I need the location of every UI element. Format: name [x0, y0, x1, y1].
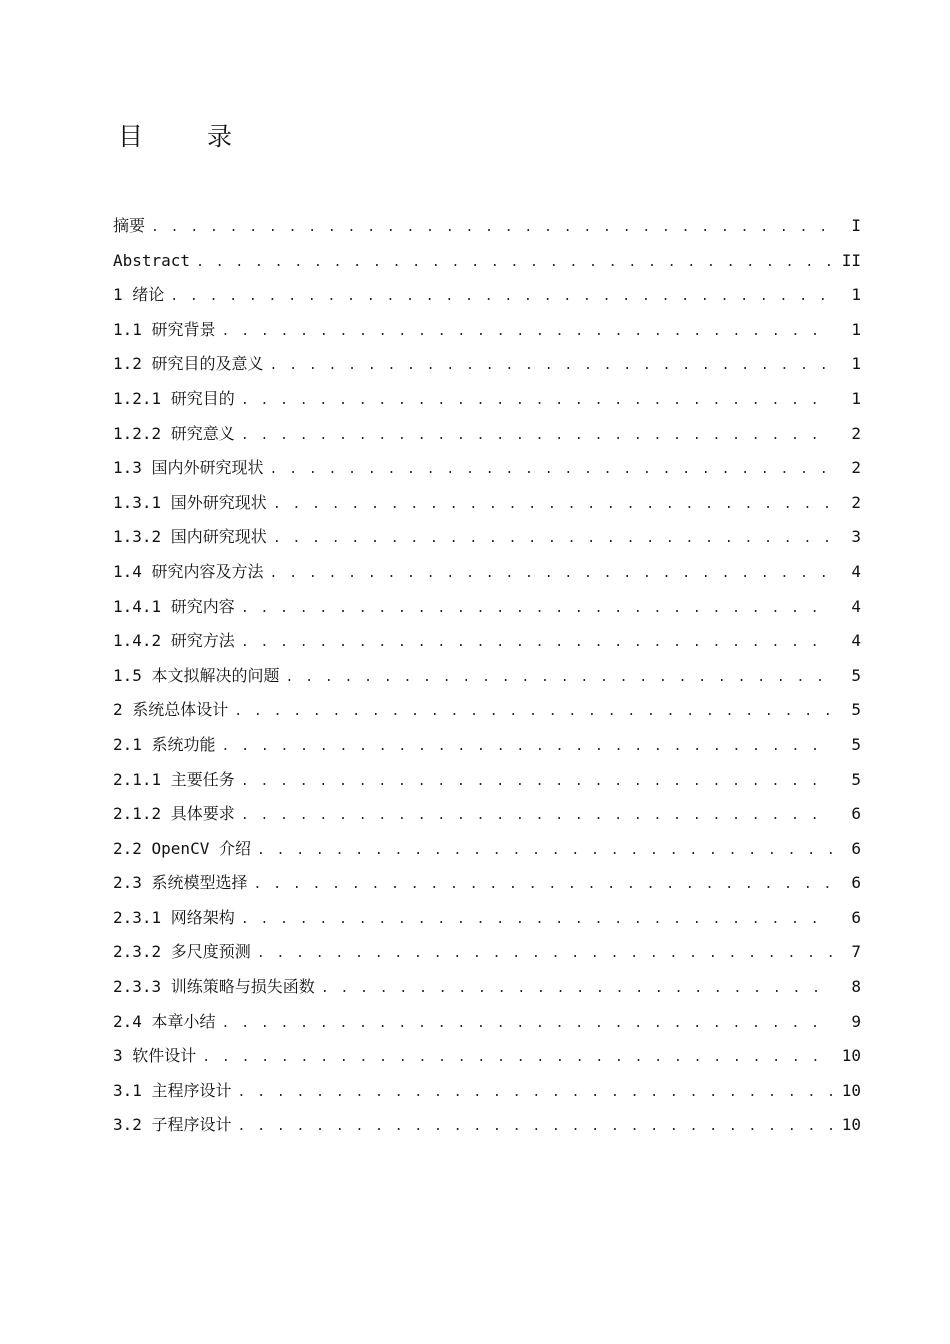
- toc-entry[interactable]: [113, 1039, 861, 1074]
- toc-entry-page-number: 5: [851, 665, 861, 685]
- toc-entry-page-number: 8: [851, 977, 861, 997]
- toc-entry-page-number: 1: [851, 388, 861, 408]
- toc-entry[interactable]: [113, 866, 861, 901]
- toc-entry[interactable]: [113, 901, 861, 936]
- toc-dot-leader: [286, 661, 833, 696]
- toc-entry-label: 2 系统总体设计: [113, 700, 229, 720]
- toc-entry[interactable]: [113, 693, 861, 728]
- toc-entry-page-number: 3: [851, 527, 861, 547]
- toc-entry-label: 1.3.1 国外研究现状: [113, 492, 267, 512]
- toc-dot-leader: [170, 280, 833, 315]
- toc-entry[interactable]: [113, 382, 861, 417]
- toc-entry[interactable]: [113, 1005, 861, 1040]
- toc-entry[interactable]: [113, 486, 861, 521]
- toc-entry-label: 2.3.1 网络架构: [113, 907, 235, 927]
- toc-dot-leader: [222, 730, 833, 765]
- toc-dot-leader: [241, 903, 833, 938]
- toc-entry-page-number: 2: [851, 423, 861, 443]
- toc-entry-page-number: 1: [851, 354, 861, 374]
- toc-entry-label: 2.2 OpenCV 介绍: [113, 838, 251, 858]
- page-title: 目 录: [118, 122, 260, 151]
- toc-entry-label: 1.3 国内外研究现状: [113, 458, 264, 478]
- toc-entry[interactable]: [113, 832, 861, 867]
- toc-dot-leader: [270, 349, 833, 384]
- toc-entry-label: 1.3.2 国内研究现状: [113, 527, 267, 547]
- toc-entry-page-number: 2: [851, 458, 861, 478]
- toc-entry[interactable]: [113, 278, 861, 313]
- toc-entry-page-number: II: [841, 250, 861, 270]
- toc-entry-label: 1.1 研究背景: [113, 319, 216, 339]
- toc-dot-leader: [241, 765, 833, 800]
- toc-entry-page-number: 1: [851, 319, 861, 339]
- toc-dot-leader: [241, 592, 833, 627]
- toc-dot-leader: [196, 246, 833, 281]
- toc-entry-label: 2.1.2 具体要求: [113, 804, 235, 824]
- toc-entry-label: 1.5 本文拟解决的问题: [113, 665, 280, 685]
- toc-dot-leader: [151, 211, 833, 246]
- toc-dot-leader: [241, 419, 833, 454]
- toc-dot-leader: [238, 1110, 833, 1145]
- toc-entry[interactable]: [113, 970, 861, 1005]
- toc-entry[interactable]: [113, 555, 861, 590]
- toc-entry-label: 1.4.2 研究方法: [113, 631, 235, 651]
- toc-entry-label: 摘要: [113, 216, 146, 235]
- toc-dot-leader: [234, 695, 833, 730]
- toc-entry-page-number: 9: [851, 1011, 861, 1031]
- toc-entry-label: 1 绪论: [113, 285, 165, 305]
- toc-entry-label: 2.3.3 训练策略与损失函数: [113, 977, 315, 997]
- table-of-contents: [113, 209, 861, 1143]
- toc-entry-page-number: 6: [851, 804, 861, 824]
- toc-entry-label: 1.4 研究内容及方法: [113, 561, 264, 581]
- toc-entry-label: 3.2 子程序设计: [113, 1115, 232, 1135]
- toc-entry[interactable]: [113, 417, 861, 452]
- toc-entry-page-number: 6: [851, 907, 861, 927]
- toc-entry[interactable]: [113, 797, 861, 832]
- toc-entry-label: 2.3 系统模型选择: [113, 873, 248, 893]
- toc-dot-leader: [222, 315, 833, 350]
- toc-entry-page-number: 10: [841, 1046, 861, 1066]
- toc-entry-label: 1.4.1 研究内容: [113, 596, 235, 616]
- toc-entry-page-number: 6: [851, 873, 861, 893]
- toc-dot-leader: [257, 937, 833, 972]
- toc-entry[interactable]: [113, 624, 861, 659]
- toc-entry[interactable]: [113, 1108, 861, 1143]
- toc-entry-page-number: 5: [851, 700, 861, 720]
- toc-entry-page-number: 1: [851, 285, 861, 305]
- toc-entry[interactable]: [113, 659, 861, 694]
- toc-entry[interactable]: [113, 313, 861, 348]
- toc-entry[interactable]: [113, 590, 861, 625]
- toc-entry[interactable]: [113, 209, 861, 244]
- toc-dot-leader: [273, 488, 833, 523]
- toc-entry-label: 3 软件设计: [113, 1046, 197, 1066]
- toc-entry[interactable]: [113, 347, 861, 382]
- toc-entry[interactable]: [113, 520, 861, 555]
- toc-entry-label: 1.2.1 研究目的: [113, 388, 235, 408]
- toc-entry-page-number: 7: [851, 942, 861, 962]
- toc-dot-leader: [321, 972, 833, 1007]
- toc-entry-label: Abstract: [113, 250, 191, 270]
- toc-entry[interactable]: [113, 935, 861, 970]
- toc-dot-leader: [270, 453, 833, 488]
- toc-dot-leader: [241, 799, 833, 834]
- toc-entry-page-number: 2: [851, 492, 861, 512]
- toc-entry-page-number: 10: [841, 1115, 861, 1135]
- toc-entry-page-number: 4: [851, 631, 861, 651]
- toc-dot-leader: [273, 522, 833, 557]
- toc-entry-page-number: 4: [851, 561, 861, 581]
- toc-entry-page-number: I: [851, 216, 861, 235]
- toc-entry-page-number: 5: [851, 734, 861, 754]
- toc-dot-leader: [241, 384, 833, 419]
- toc-entry-label: 2.1 系统功能: [113, 734, 216, 754]
- toc-entry[interactable]: [113, 244, 861, 279]
- toc-entry[interactable]: [113, 728, 861, 763]
- toc-entry-label: 2.4 本章小结: [113, 1011, 216, 1031]
- toc-dot-leader: [254, 868, 833, 903]
- toc-dot-leader: [257, 834, 833, 869]
- toc-entry[interactable]: [113, 451, 861, 486]
- toc-dot-leader: [238, 1076, 833, 1111]
- toc-entry-label: 3.1 主程序设计: [113, 1080, 232, 1100]
- toc-entry[interactable]: [113, 763, 861, 798]
- toc-dot-leader: [202, 1041, 833, 1076]
- toc-entry[interactable]: [113, 1074, 861, 1109]
- toc-entry-page-number: 10: [841, 1080, 861, 1100]
- toc-dot-leader: [270, 557, 833, 592]
- toc-entry-page-number: 5: [851, 769, 861, 789]
- toc-entry-label: 1.2.2 研究意义: [113, 423, 235, 443]
- toc-entry-label: 2.1.1 主要任务: [113, 769, 235, 789]
- toc-dot-leader: [222, 1007, 833, 1042]
- toc-entry-label: 2.3.2 多尺度预测: [113, 942, 251, 962]
- toc-entry-page-number: 4: [851, 596, 861, 616]
- toc-entry-label: 1.2 研究目的及意义: [113, 354, 264, 374]
- toc-entry-page-number: 6: [851, 838, 861, 858]
- toc-dot-leader: [241, 626, 833, 661]
